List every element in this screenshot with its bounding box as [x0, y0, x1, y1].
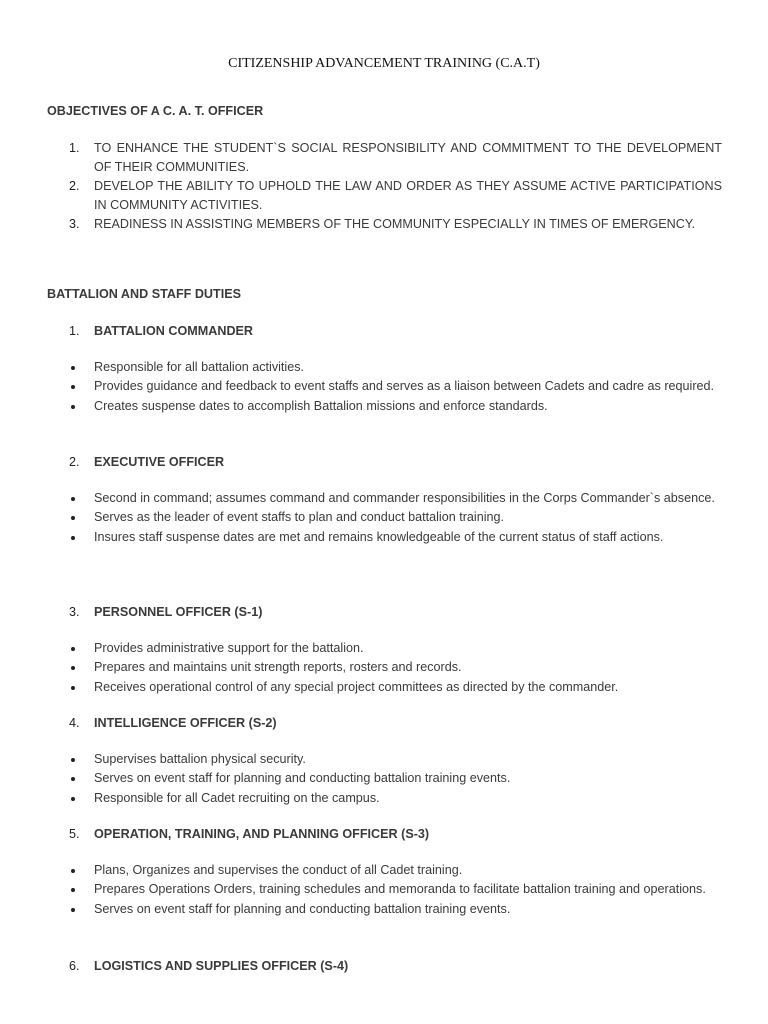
- bullet-icon: [71, 666, 75, 670]
- bullet-item: [47, 750, 722, 769]
- bullet-text: Receives operational control of any special project committees as directed by the commander.: [94, 679, 619, 694]
- bullet-item: [47, 900, 722, 919]
- objectives-list: [47, 139, 722, 234]
- bullet-item: [47, 861, 722, 880]
- bullet-icon: [71, 647, 75, 651]
- objectives-heading: OBJECTIVES OF A C. A. T. OFFICER: [47, 104, 264, 118]
- bullet-text: Responsible for all battalion activities.: [94, 360, 305, 374]
- objective-number: 3.: [69, 217, 80, 231]
- bullet-text: Serves on event staff for planning and conducting battalion training events.: [94, 901, 511, 916]
- bullet-item: [47, 377, 722, 396]
- bullet-list: [47, 861, 722, 919]
- bullet-item: [47, 658, 722, 677]
- section-number: 4.: [69, 716, 80, 730]
- bullet-item: [47, 528, 722, 547]
- bullet-item: [47, 789, 722, 808]
- bullet-list: [47, 750, 722, 808]
- bullet-text: Serves on event staff for planning and conducting battalion training events.: [94, 771, 511, 786]
- objective-text: DEVELOP THE ABILITY TO UPHOLD THE LAW AND ORDER AS THEY ASSUME ACTIVE PARTICIPATIONS IN COMMUNITY ACTIVITIES.: [94, 179, 722, 212]
- bullet-text: Serves as the leader of event staffs to plan and conduct battalion training.: [94, 510, 505, 525]
- section-title: INTELLIGENCE OFFICER (S-2): [94, 716, 277, 730]
- objective-text: READINESS IN ASSISTING MEMBERS OF THE COMMUNITY ESPECIALLY IN TIMES OF EMERGENCY.: [94, 217, 696, 231]
- section-number: 2.: [69, 455, 80, 469]
- bullet-item: [47, 678, 722, 697]
- bullet-icon: [71, 497, 75, 501]
- objective-number: 1.: [69, 141, 80, 155]
- bullet-item: [47, 880, 722, 899]
- bullet-item: [47, 639, 722, 658]
- bullet-icon: [71, 686, 75, 690]
- bullet-text: Second in command; assumes command and commander responsibilities in the Corps Commander`s absence.: [94, 491, 715, 505]
- objective-item: [47, 139, 722, 177]
- section-title: BATTALION COMMANDER: [94, 324, 254, 338]
- bullet-list: [47, 489, 722, 547]
- objective-item: [47, 177, 722, 215]
- bullet-icon: [71, 908, 75, 912]
- section-title: PERSONNEL OFFICER (S-1): [94, 605, 263, 619]
- bullet-text: Provides administrative support for the battalion.: [94, 641, 364, 655]
- bullet-item: [47, 489, 722, 508]
- bullet-item: [47, 769, 722, 788]
- bullet-icon: [71, 758, 75, 762]
- bullet-icon: [71, 888, 75, 892]
- bullet-icon: [71, 797, 75, 801]
- bullet-item: [47, 508, 722, 527]
- bullet-icon: [71, 516, 75, 520]
- bullet-text: Responsible for all Cadet recruiting on the campus.: [94, 790, 380, 805]
- bullet-list: [47, 639, 722, 697]
- bullet-item: [47, 397, 722, 416]
- bullet-text: Provides guidance and feedback to event staffs and serves as a liaison between Cadets and cadre as required.: [94, 379, 715, 394]
- bullet-icon: [71, 405, 75, 409]
- section-title: EXECUTIVE OFFICER: [94, 455, 225, 469]
- bullet-item: [47, 358, 722, 377]
- section-number: 5.: [69, 827, 80, 841]
- section-title: OPERATION, TRAINING, AND PLANNING OFFICER (S-3): [94, 827, 430, 841]
- objective-item: [47, 215, 722, 234]
- objective-text: TO ENHANCE THE STUDENT`S SOCIAL RESPONSIBILITY AND COMMITMENT TO THE DEVELOPMENT OF THEIR COMMUNITIES.: [94, 141, 722, 174]
- bullet-icon: [71, 366, 75, 370]
- section-title: LOGISTICS AND SUPPLIES OFFICER (S-4): [94, 959, 349, 973]
- bullet-list: [47, 358, 722, 416]
- section-number: 1.: [69, 324, 80, 338]
- bullet-icon: [71, 385, 75, 389]
- bullet-icon: [71, 777, 75, 781]
- bullet-text: Plans, Organizes and supervises the conduct of all Cadet training.: [94, 863, 463, 877]
- duties-heading: BATTALION AND STAFF DUTIES: [47, 287, 242, 301]
- bullet-icon: [71, 869, 75, 873]
- document-title: CITIZENSHIP ADVANCEMENT TRAINING (C.A.T): [228, 56, 540, 71]
- bullet-text: Supervises battalion physical security.: [94, 752, 306, 766]
- bullet-text: Prepares Operations Orders, training schedules and memoranda to facilitate battalion training and operations.: [94, 882, 706, 897]
- objective-number: 2.: [69, 179, 80, 193]
- section-number: 6.: [69, 959, 80, 973]
- bullet-text: Insures staff suspense dates are met and remains knowledgeable of the current status of staff actions.: [94, 529, 664, 544]
- section-number: 3.: [69, 605, 80, 619]
- bullet-text: Prepares and maintains unit strength reports, rosters and records.: [94, 660, 462, 675]
- bullet-text: Creates suspense dates to accomplish Battalion missions and enforce standards.: [94, 398, 548, 413]
- bullet-icon: [71, 536, 75, 540]
